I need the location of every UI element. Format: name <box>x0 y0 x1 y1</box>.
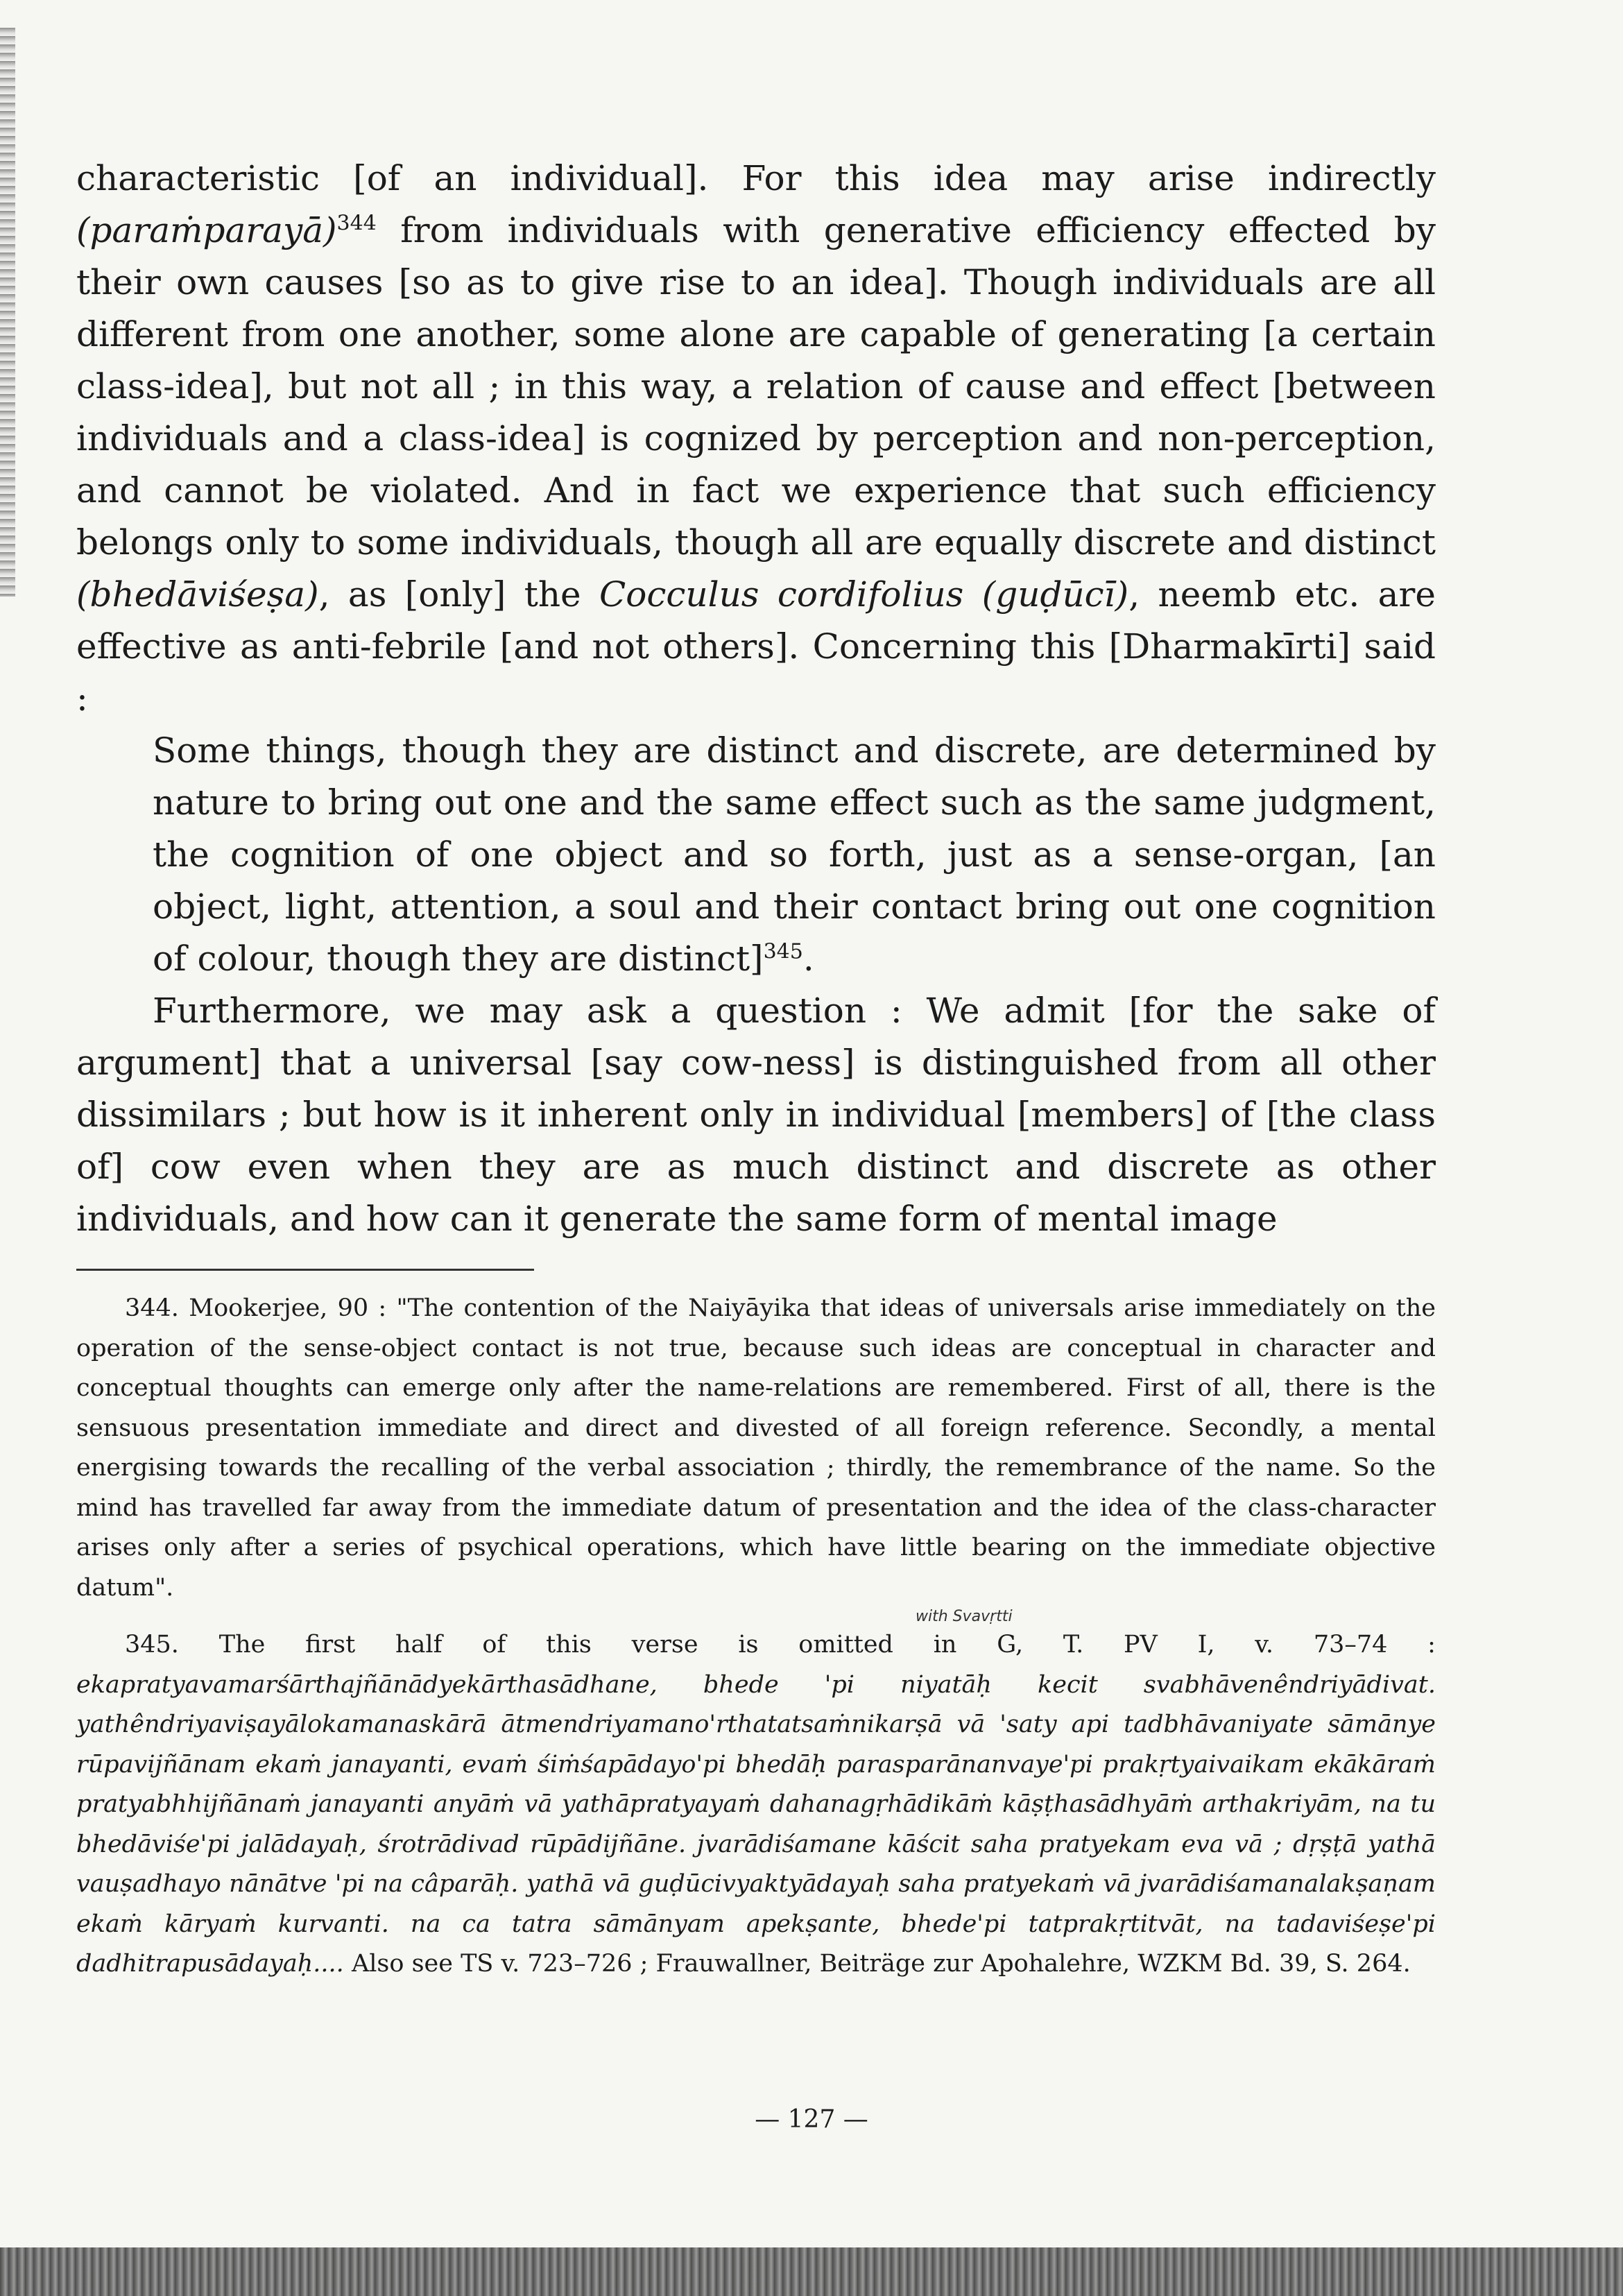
footnote-text: Mookerjee, 90 : "The contention of the Naiyāyika that ideas of universals arise immediately on the operation of the sense-object contact is not true, because such ideas are conceptual in character and conceptual thoughts can emerge only after the name-relations are remembered. First of all, there is the sensuous presentation immediate and direct and divested of all foreign reference. Secondly, a mental energising towards the recalling of the verbal association ; thirdly, the remembrance of the name. So the mind has travelled far away from the immediate datum of presentation and the idea of the class-character arises only after a series of psychical operations, which have little bearing on the immediate objective datum". <box>76 1294 1436 1602</box>
footnote-ref-345: 345 <box>763 939 803 964</box>
body-paragraph-1 <box>76 153 1436 725</box>
body-paragraph-2: Furthermore, we may ask a question : We admit [for the sake of argument] that a universal [say cow-ness] is distinguished from all other dissimilars ; but how is it inherent only in individual [members] of [the class of] cow even when they are as much distinct and discrete as other individuals, and how can it generate the same form of mental image <box>76 991 1436 1239</box>
footnote-344 <box>76 1289 1436 1608</box>
text-run: , neemb etc. are effective as anti-febrile [and not others]. Concerning this [Dharmakīrti] said : <box>76 574 1436 719</box>
handwritten-annotation: with Svavṛtti <box>916 1608 1013 1625</box>
page-number: — 127 — <box>755 2105 868 2134</box>
footnote-number: 345. <box>125 1631 179 1659</box>
footnote-number: 344. <box>125 1294 179 1322</box>
footnote-text: The first half of this verse is omitted in G, T. PV I, v. 73–74 : <box>218 1631 1436 1659</box>
term-bhedavisesa: (bhedāviśeṣa) <box>76 574 319 615</box>
term-guduci: (guḍūcī) <box>981 574 1129 615</box>
quote-text: Some things, though they are distinct and discrete, are determined by nature to bring out one and the same effect such as the same judgment, the cognition of one object and so forth, just as a sense-organ, [an object, light, attention, a soul and their contact bring out one cognition of colour, though they are distinct] <box>153 730 1436 979</box>
text-run: from individuals with generative efficiency effected by their own causes [so as to give rise to an idea]. Though individuals are all different from one another, some alone are capable of generating [a certain class-idea], but not all ; in this way, a relation of cause and effect [between individuals and a class-idea] is cognized by perception and non-perception, and cannot be violated. And in fact we experience that such efficiency belongs only to some individuals, though all are equally discrete and distinct <box>76 210 1436 563</box>
scan-edge-left <box>0 28 15 597</box>
term-cocculus: Cocculus cordifolius <box>599 574 964 615</box>
text-run: , as [only] the <box>318 574 600 615</box>
footnote-text: Also see TS v. 723–726 ; Frauwallner, Beiträge zur Apohalehre, WZKM Bd. 39, S. 264. <box>343 1950 1411 1978</box>
footnote-ref-344: 344 <box>336 211 377 236</box>
quote-end: . <box>802 939 814 979</box>
footnote-sanskrit-quote: ekapratyavamarśārthajñānādyekārthasādhane, bhede 'pi niyatāḥ kecit svabhāvenêndriyādivat. yathêndriyaviṣayālokamanaskārā ātmendriyamano'rthatatsaṁnikarṣā vā 'saty api tadbhāvaniyate sāmānye rūpavijñānam ekaṁ janayanti, evaṁ śiṁśapādayo'pi bhedāḥ parasparānanvaye'pi prakṛtyaivaikam ekākāraṁ pratyabhhijñānaṁ janayanti anyāṁ vā yathāpratyayaṁ dahanagṛhādikāṁ kāṣṭhasādhyāṁ arthakriyām, na tu bhedāviśe'pi jalādayaḥ, śrotrādivad rūpādijñāne. jvarādiśamane kāścit saha pratyekam eva vā ; dṛṣṭā yathā vauṣadhayo nānātve 'pi na câparāḥ. yathā vā guḍūcivyaktyādayaḥ saha pratyekaṁ vā jvarādiśamanalakṣaṇam ekaṁ kāryaṁ kurvanti. na ca tatra sāmānyam apekṣante, bhede'pi tatprakṛtitvāt, na tadaviśeṣe'pi dadhitrapusādayaḥ.... <box>76 1670 1436 1978</box>
footnote-rule <box>76 1269 534 1271</box>
text-run <box>963 574 981 615</box>
block-quote <box>153 725 1436 985</box>
text-run: characteristic [of an individual]. For this idea may arise indirectly <box>76 158 1436 198</box>
footnote-345 <box>76 1625 1436 1985</box>
page-content <box>76 153 1436 1985</box>
term-paramparaya: (paraṁparayā) <box>76 210 337 250</box>
scan-edge-bottom <box>0 2247 1623 2296</box>
